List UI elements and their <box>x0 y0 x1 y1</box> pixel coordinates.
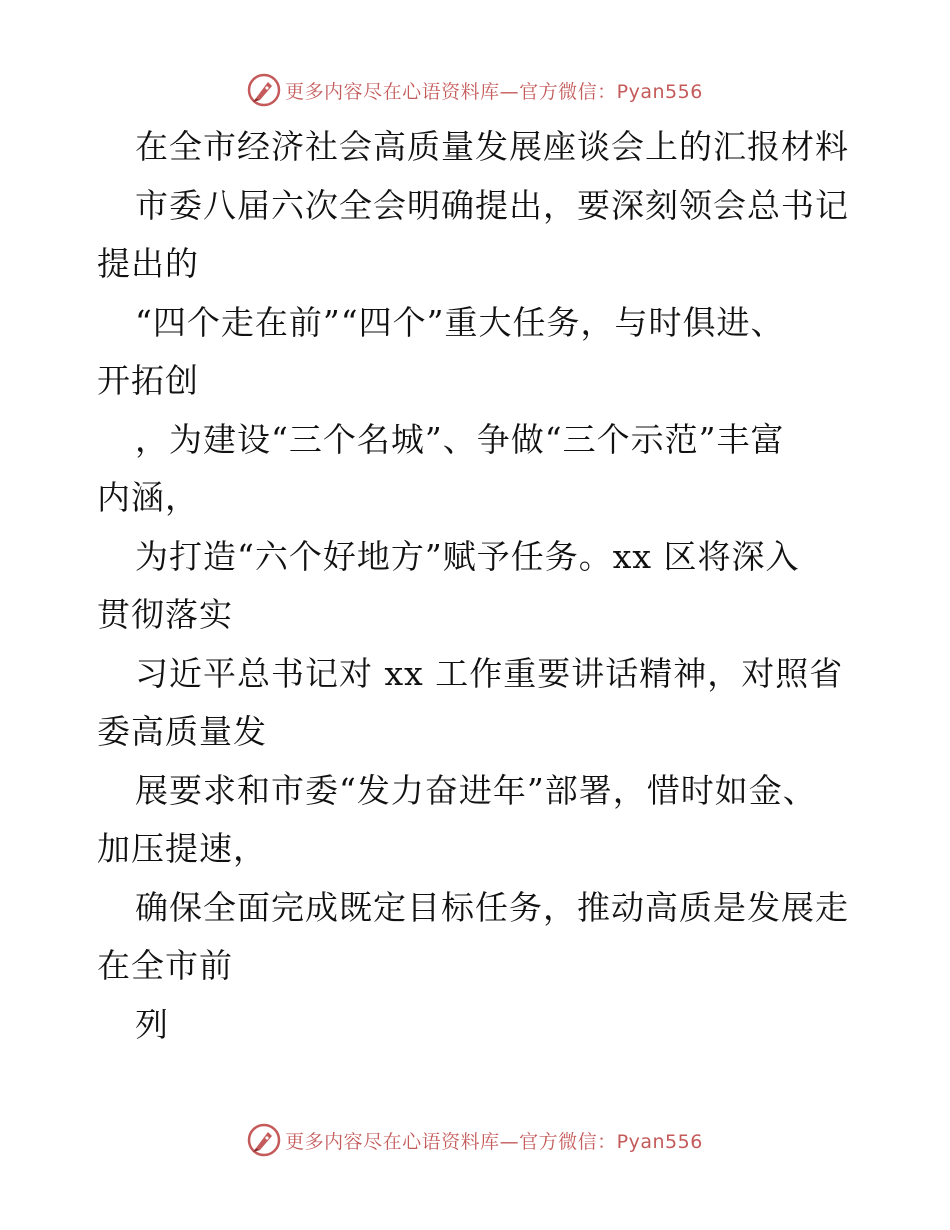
paragraph-line: 委高质量发 <box>97 712 267 751</box>
paragraph-line: 提出的 <box>97 244 199 283</box>
paragraph-line: 市委八届六次全会明确提出，要深刻领会总书记 <box>135 185 849 225</box>
document-body <box>97 118 857 1054</box>
paragraph-line: ，为建设“三个名城”、争做“三个示范”丰富 <box>135 419 785 459</box>
paragraph-line: 在全市前 <box>97 946 233 985</box>
paragraph-line: 贯彻落实 <box>97 595 233 634</box>
watermark-text: 更多内容尽在心语资料库—官方微信：Pyan556 <box>285 80 703 103</box>
fountain-pen-icon <box>247 1123 281 1157</box>
paragraph-line: 为打造“六个好地方”赋予任务。xx 区将深入 <box>135 536 800 576</box>
paragraph-line: 开拓创 <box>97 361 199 400</box>
paragraph-line: 加压提速， <box>97 829 267 868</box>
paragraph-line: 列 <box>135 1004 169 1044</box>
document-title: 在全市经济社会高质量发展座谈会上的汇报材料 <box>135 127 849 166</box>
fountain-pen-icon <box>247 73 281 107</box>
header-watermark <box>0 70 950 110</box>
paragraph-line: 内涵， <box>97 478 199 517</box>
paragraph-line: 确保全面完成既定目标任务，推动高质是发展走 <box>135 887 849 927</box>
watermark-text: 更多内容尽在心语资料库—官方微信：Pyan556 <box>285 1130 703 1153</box>
footer-watermark <box>0 1120 950 1160</box>
paragraph-line: “四个走在前”“四个”重大任务，与时俱进、 <box>135 302 785 342</box>
paragraph-line: 习近平总书记对 xx 工作重要讲话精神，对照省 <box>135 653 844 693</box>
paragraph-line: 展要求和市委“发力奋进年”部署，惜时如金、 <box>135 770 817 810</box>
